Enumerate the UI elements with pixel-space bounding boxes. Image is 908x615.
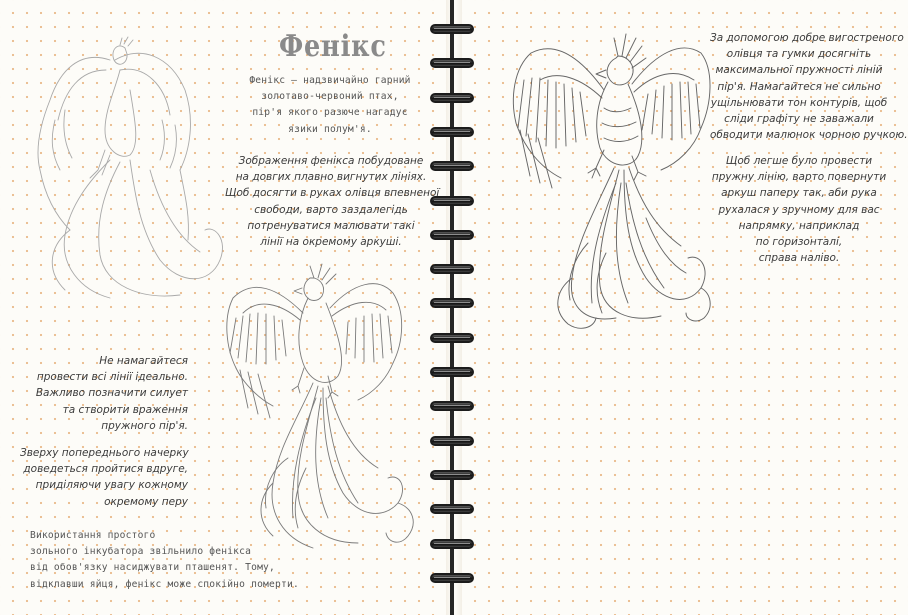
tip-rotate-paper (710, 153, 888, 266)
text-line: лінії на окремому аркуші. (260, 236, 402, 249)
tip-silhouette (20, 353, 188, 434)
phoenix-sketch-drawing (218, 258, 428, 568)
text-line: максимальної пружності ліній (715, 64, 883, 77)
text-line: провести всі лінії ідеально. (36, 371, 188, 384)
text-line: Не намагайтеся (99, 355, 188, 367)
text-line: рухалася у зручному для вас (718, 203, 880, 216)
text-line: напрямку, наприклад (738, 219, 860, 232)
spiral-ring (430, 264, 474, 274)
spiral-ring (430, 333, 474, 343)
page-title: Фенікс (279, 29, 387, 64)
text-line: зольного інкубатора звільнило фенікса (30, 546, 252, 558)
ash-incubator-note (30, 528, 299, 593)
spiral-ring (430, 24, 474, 34)
text-line: пір'я. Намагайтеся не сильно (717, 80, 881, 93)
text-line: ущільнювати тон контурів, щоб (710, 96, 888, 109)
text-line: окремому перу (104, 495, 188, 508)
spiral-ring (430, 367, 474, 377)
phoenix-construction-sketch (10, 30, 250, 330)
text-line: на довгих плавно вигнутих лініях. (235, 171, 427, 184)
text-line: сліди графіту не заважали (724, 113, 874, 126)
spiral-ring (430, 127, 474, 137)
text-line: Зображення фенікса побудоване (238, 155, 424, 167)
spiral-ring (430, 539, 474, 549)
spiral-ring (430, 504, 474, 514)
text-line: пружного пір'я. (101, 419, 188, 432)
text-line: Зверху попереднього начерку (20, 447, 189, 459)
text-line: потренуватися малювати такі (247, 219, 415, 232)
text-line: аркуш паперу так, аби рука (721, 187, 877, 200)
text-line: Важливо позначити силует (35, 387, 188, 400)
text-line: язики полум'я. (288, 123, 372, 135)
spiral-ring (430, 58, 474, 68)
tip-pencil-eraser (710, 30, 908, 143)
text-line: відклавши яйця, фенікс може спокійно померти. (30, 578, 299, 590)
text-line: справа наліво. (758, 252, 840, 265)
text-line: золотаво-червоний птах, (261, 91, 399, 103)
tip-second-pass (20, 445, 188, 510)
text-line: доведеться пройтися вдруге, (23, 463, 188, 476)
text-line: Фенікс — надзвичайно гарний (249, 75, 411, 86)
spiral-ring (430, 436, 474, 446)
text-line: приділяючи увагу кожному (35, 479, 188, 492)
text-line: пір'я якого разюче нагадує (252, 107, 408, 119)
drawing-description (225, 153, 440, 250)
text-line: від обов'язку насиджувати пташенят. Тому, (30, 562, 276, 574)
text-line: олівця та гумки досягніть (726, 48, 872, 61)
text-line: та створити враження (62, 403, 188, 416)
intro-paragraph (230, 73, 430, 138)
text-line: Використання простого (30, 530, 156, 541)
text-line: Щоб легше було провести (725, 155, 873, 167)
spiral-ring (430, 470, 474, 480)
phoenix-final-drawing (496, 18, 716, 338)
text-line: по горизонталі, (755, 236, 843, 249)
spiral-ring (430, 93, 474, 103)
text-line: Щоб досягти в руках олівця впевненої (225, 187, 440, 200)
text-line: обводити малюнок чорною ручкою. (710, 129, 908, 142)
spiral-ring (430, 298, 474, 308)
text-line: За допомогою добре вигостреного (710, 32, 904, 44)
spiral-ring (430, 401, 474, 411)
text-line: пружну лінію, варто повернути (711, 171, 887, 184)
spiral-ring (430, 573, 474, 583)
text-line: свободи, варто заздалегідь (254, 203, 408, 216)
